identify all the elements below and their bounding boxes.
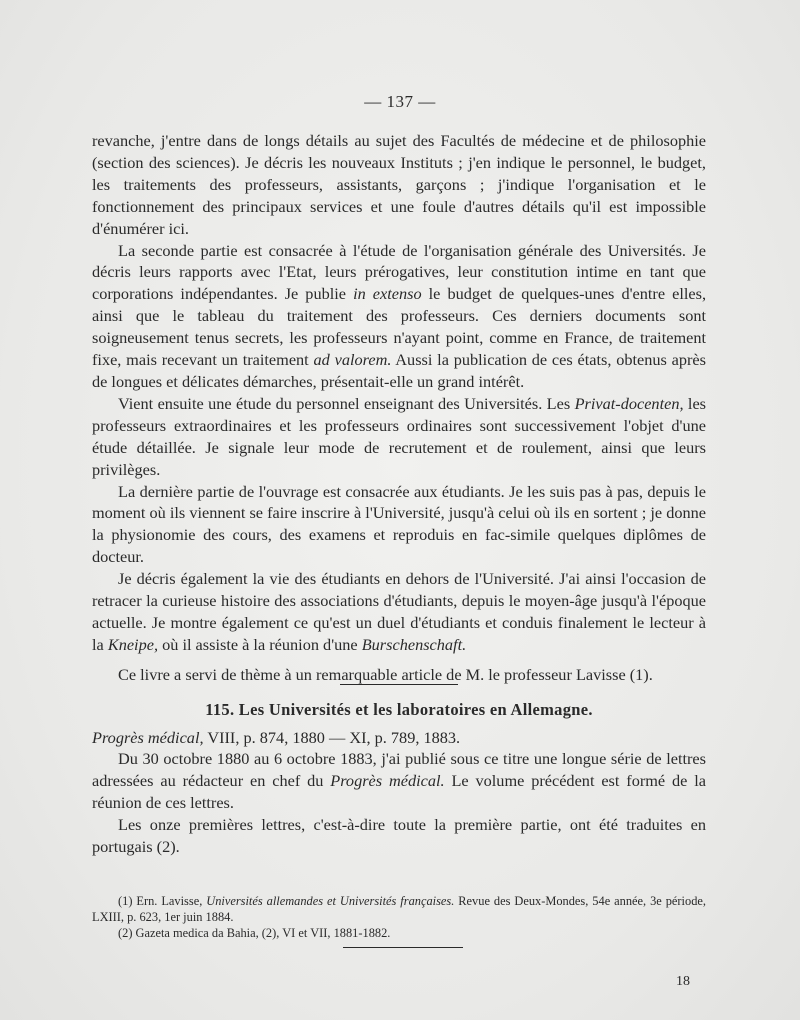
- paragraph-5: Je décris également la vie des étudiants en dehors de l'Université. J'ai ainsi l'occasion de retracer la curieuse histoire des associations d'étudiants, depuis le moyen-âge jusqu'à l'époque actuelle. Je montre également ce qu'est un duel d'étudiants et conduis finalement le lecteur à la Kneipe, où il assiste à la réunion d'une Burschenschaft.: [92, 569, 706, 654]
- section-paragraph-2: Les onze premières lettres, c'est-à-dire toute la première partie, ont été traduites en portugais (2).: [92, 815, 706, 857]
- body-text: [92, 130, 706, 858]
- footnote-2: (2) Gazeta medica da Bahia, (2), VI et VII, 1881-1882.: [118, 926, 391, 940]
- paragraph-4: La dernière partie de l'ouvrage est consacrée aux étudiants. Je les suis pas à pas, depuis le moment où ils viennent se faire inscrire à l'Université, jusqu'à celui où ils en sortent ; je donne la physionomie des cours, des examens et reproduis en fac-simile quelques diplômes de docteur.: [92, 481, 706, 567]
- paragraph-1: revanche, j'entre dans de longs détails au sujet des Facultés de médecine et de philosophie (section des sciences). Je décris les nouveaux Instituts ; j'en indique le personnel, le budget, les traitements des professeurs, assistants, garçons ; j'indique l'organisation et le fonctionnement des principaux services et une foule d'autres détails qu'il est impossible d'énumérer ici.: [92, 131, 706, 238]
- paragraph-3: Vient ensuite une étude du personnel enseignant des Universités. Les Privat-docenten, les professeurs extraordinaires et les professeurs ordinaires sont successivement l'objet d'une étude détaillée. Je signale leur mode de recrutement et de roulement, ainsi que leurs privilèges.: [92, 393, 707, 479]
- page-number: — 137 —: [364, 92, 436, 111]
- footnote-end-rule: [343, 947, 463, 948]
- footnote-1: (1) Ern. Lavisse, Universités allemandes et Universités françaises. Revue des Deux-Mondes, 54e année, 3e période, LXIII, p. 623, 1er juin 1884.: [92, 894, 706, 924]
- paragraph-2: La seconde partie est consacrée à l'étude de l'organisation générale des Universités. Je décris leurs rapports avec l'Etat, leurs prérogatives, leur constitution intime en tant que corporations indépendantes. Je publie in extenso le budget de quelques-unes d'entre elles, ainsi que le tableau du traitement des professeurs. Ces derniers documents sont soigneusement tenus secrets, les professeurs n'ayant point, comme en France, de traitement fixe, mais recevant un traitement ad valorem. Aussi la publication de ces états, obtenus après de longues et délicates démarches, présentait-elle un grand intérêt.: [92, 240, 707, 391]
- paragraph-6: Ce livre a servi de thème à un remarquable article de M. le professeur Lavisse (1).: [118, 664, 653, 684]
- footnotes: [92, 893, 706, 941]
- citation: Progrès médical, VIII, p. 874, 1880 — XI, p. 789, 1883.: [92, 727, 461, 747]
- signature-mark: 18: [676, 974, 690, 989]
- section-paragraph-1: Du 30 octobre 1880 au 6 octobre 1883, j'ai publié sous ce titre une longue série de lettres adressées au rédacteur en chef du Progrès médical. Le volume précédent est formé de la réunion de ces lettres.: [92, 749, 706, 813]
- section-heading: 115. Les Universités et les laboratoires en Allemagne.: [205, 699, 593, 719]
